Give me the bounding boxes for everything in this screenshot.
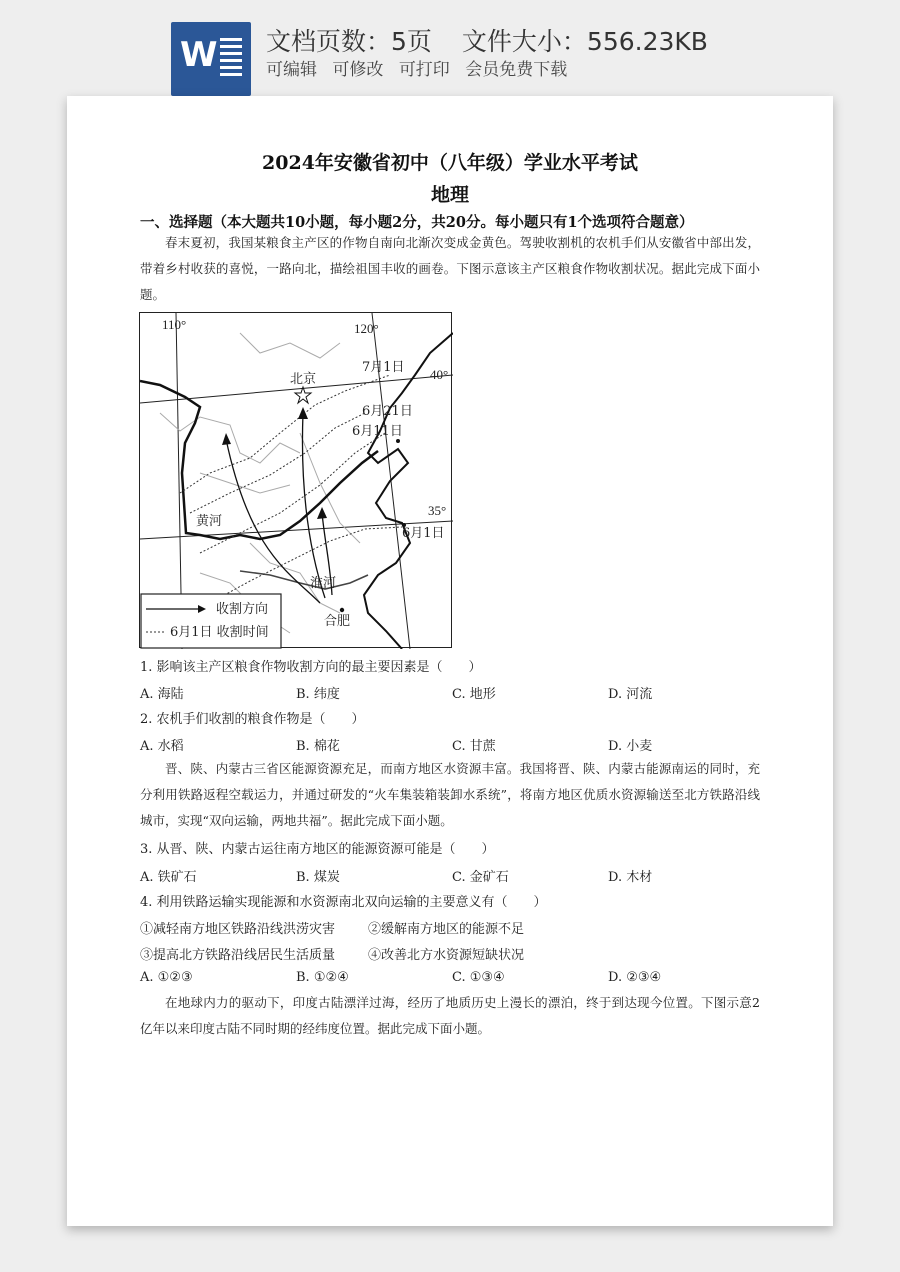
q4-option-a[interactable]: A. ①②③: [140, 970, 193, 985]
q4-statement-4: ④改善北方水资源短缺状况: [368, 948, 525, 963]
hefei-dot: [340, 608, 344, 612]
q3-option-b[interactable]: B. 煤炭: [296, 870, 340, 885]
action-editable: 可编辑: [266, 60, 317, 80]
legend-direction: 收割方向: [216, 602, 269, 617]
word-document-icon: [171, 22, 251, 96]
q1-option-c[interactable]: C. 地形: [452, 687, 496, 702]
word-icon-letter: W: [180, 35, 218, 75]
label-date-jun-21: 6月21日: [362, 404, 413, 419]
q4-option-b[interactable]: B. ①②④: [296, 970, 349, 985]
q4-statement-1: ①减轻南方地区铁路沿线洪涝灾害: [140, 922, 336, 937]
yellow-river-line: [140, 381, 378, 539]
document-page: [67, 96, 833, 1226]
document-subject: 地理: [430, 184, 469, 206]
label-huai-river: 淮河: [310, 576, 337, 591]
page-count: 文档页数：5页: [266, 27, 432, 56]
harvest-arrow-west: [226, 439, 320, 603]
harvest-arrow-north: [302, 413, 325, 598]
q2-option-c[interactable]: C. 甘蔗: [452, 739, 496, 754]
section-heading: 一、选择题（本大题共10小题，每小题2分，共20分。每小题只有1个选项符合题意）: [140, 214, 694, 231]
file-info-header: [0, 0, 900, 96]
file-actions: [266, 55, 577, 80]
passage-india-plate: 在地球内力的驱动下，印度古陆漂洋过海，经历了地质历史上漫长的漂泊，终于到达现今位置。下图示意2亿年以来印度古陆不同时期的经纬度位置。据此完成下面小题。: [140, 995, 760, 1036]
document-title: 2024年安徽省初中（八年级）学业水平考试: [262, 152, 638, 174]
q4-statement-2: ②缓解南方地区的能源不足: [368, 922, 525, 937]
question-4: 4. 利用铁路运输实现能源和水资源南北双向运输的主要意义有（ ）: [140, 895, 547, 910]
isoline-jun-21: [190, 413, 365, 513]
q4-option-c[interactable]: C. ①③④: [452, 970, 505, 985]
action-free-download[interactable]: 会员免费下载: [465, 60, 568, 80]
label-date-jul-1: 7月1日: [362, 360, 405, 375]
isoline-jun-11: [200, 433, 385, 553]
label-date-jun-1: 6月1日: [402, 526, 445, 541]
label-hefei: 合肥: [324, 614, 351, 629]
action-modifiable: 可修改: [332, 60, 384, 80]
huai-river-line: [240, 571, 368, 589]
action-printable: 可打印: [398, 60, 450, 80]
file-stats: [266, 22, 708, 58]
label-lon-120: 120°: [354, 321, 379, 336]
harvest-map-graphic: [140, 313, 453, 649]
q3-option-c[interactable]: C. 金矿石: [452, 870, 509, 885]
q1-option-a[interactable]: A. 海陆: [140, 687, 184, 702]
q2-option-d[interactable]: D. 小麦: [608, 739, 653, 754]
question-3: 3. 从晋、陕、内蒙古运往南方地区的能源资源可能是（ ）: [140, 842, 495, 857]
label-yellow-river: 黄河: [196, 514, 223, 529]
q1-option-b[interactable]: B. 纬度: [296, 687, 340, 702]
harvest-map: [139, 312, 452, 648]
question-1: 1. 影响该主产区粮食作物收割方向的最主要因素是（ ）: [140, 660, 482, 675]
q2-option-a[interactable]: A. 水稻: [140, 739, 184, 754]
q2-option-b[interactable]: B. 棉花: [296, 739, 340, 754]
file-size: 文件大小：556.23KB: [461, 27, 708, 56]
q3-option-a[interactable]: A. 铁矿石: [140, 870, 197, 885]
q4-option-d[interactable]: D. ②③④: [608, 970, 662, 985]
legend-time: 6月1日 收割时间: [170, 625, 269, 640]
label-beijing: 北京: [290, 372, 317, 387]
label-date-jun-11: 6月11日: [352, 424, 403, 439]
q1-option-d[interactable]: D. 河流: [608, 687, 653, 702]
passage-harvest: 春末夏初，我国某粮食主产区的作物自南向北渐次变成金黄色。驾驶收割机的农机手们从安徽省中部出发，带着乡村收获的喜悦，一路向北，描绘祖国丰收的画卷。下图示意该主产区粮食作物收割状况。据此完成下面小题。: [140, 235, 760, 302]
q3-option-d[interactable]: D. 木材: [608, 870, 653, 885]
label-lat-40: 40°: [430, 367, 449, 382]
passage-energy: 晋、陕、内蒙古三省区能源资源充足，而南方地区水资源丰富。我国将晋、陕、内蒙古能源南运的同时，充分利用铁路返程空载运力，并通过研发的“火车集装箱装卸水系统”，将南方地区优质水资源输送至北方铁路沿线城市，实现“双向运输，两地共福”。据此完成下面小题。: [140, 761, 760, 828]
label-lat-35: 35°: [428, 503, 447, 518]
q4-statement-3: ③提高北方铁路沿线居民生活质量: [140, 948, 336, 963]
label-lon-110: 110°: [162, 317, 187, 332]
question-2: 2. 农机手们收割的粮食作物是（ ）: [140, 712, 365, 727]
